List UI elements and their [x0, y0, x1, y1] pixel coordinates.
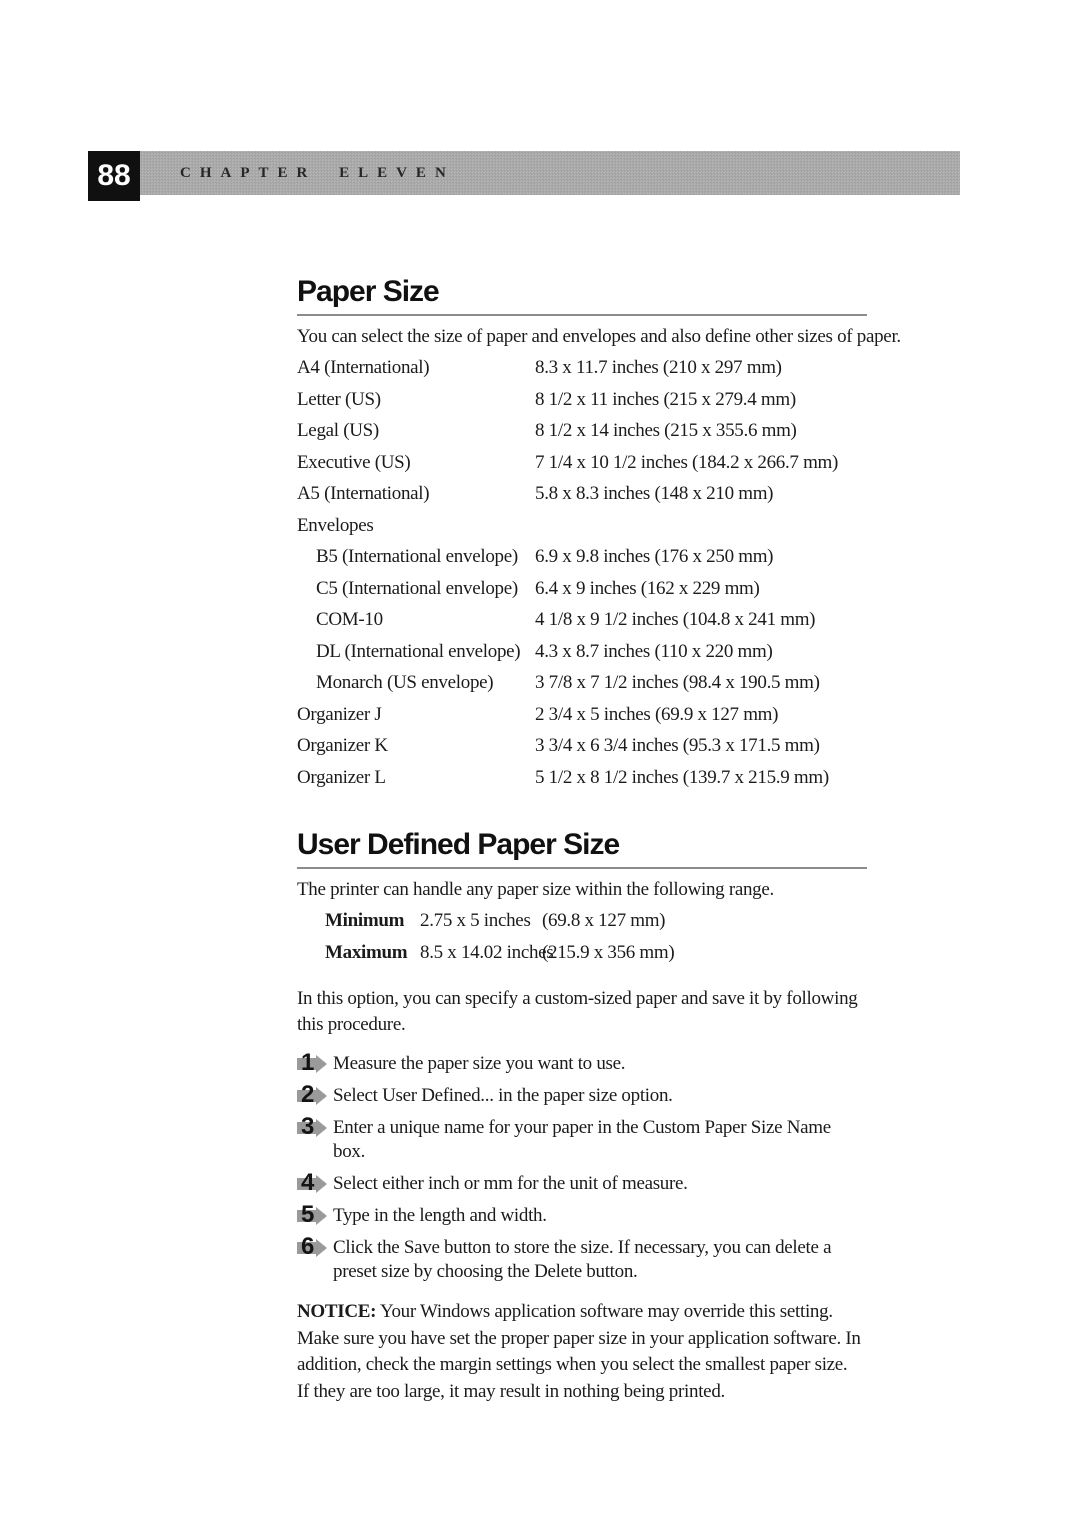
table-row-envelopes-group: [297, 515, 867, 547]
row-label: A5 (International): [297, 483, 430, 504]
row-label: Executive (US): [297, 451, 411, 473]
table-row: [297, 578, 867, 610]
step-text: Select User Defined... in the paper size option.: [333, 1085, 673, 1106]
table-row: [297, 452, 867, 484]
heading-rule: [297, 314, 867, 316]
limit-row-minimum: [297, 910, 867, 942]
table-row: [297, 357, 867, 389]
arrow-tip-icon: [316, 1055, 327, 1073]
notice-label: NOTICE:: [297, 1301, 377, 1322]
step-number-arrow-icon: [297, 1049, 333, 1076]
limit-label: Minimum: [325, 910, 405, 931]
step-number-arrow-icon: [297, 1233, 333, 1260]
section-title-user-defined: User Defined Paper Size: [297, 828, 620, 861]
table-row: [297, 641, 867, 673]
step-item: [297, 1113, 867, 1164]
step-item: [297, 1081, 867, 1108]
step-number-arrow-icon: [297, 1201, 333, 1228]
user-defined-intro: The printer can handle any paper size within the following range.: [297, 879, 774, 900]
page-content: [297, 272, 901, 1405]
step-number: 3: [301, 1113, 315, 1140]
row-label: Monarch (US envelope): [316, 672, 494, 693]
row-size: 5 1/2 x 8 1/2 inches (139.7 x 215.9 mm): [535, 766, 829, 788]
step-text: Measure the paper size you want to use.: [333, 1053, 626, 1074]
step-text: Select either inch or mm for the unit of measure.: [333, 1173, 688, 1194]
table-row: [297, 546, 867, 578]
row-size: 6.9 x 9.8 inches (176 x 250 mm): [535, 546, 774, 567]
step-item: [297, 1169, 867, 1196]
table-row: [297, 420, 867, 452]
row-label: DL (International envelope): [316, 640, 521, 662]
row-label: B5 (International envelope): [316, 546, 518, 567]
step-text: Enter a unique name for your paper in the Custom Paper Size Name box.: [333, 1117, 831, 1162]
row-size: 8 1/2 x 14 inches (215 x 355.6 mm): [535, 420, 797, 441]
table-row: [297, 389, 867, 421]
row-label: Legal (US): [297, 420, 379, 441]
notice-paragraph: [297, 1299, 863, 1405]
step-number-arrow-icon: [297, 1081, 333, 1108]
procedure-intro: In this option, you can specify a custom-sized paper and save it by following this procedure.: [297, 988, 858, 1035]
heading-rule: [297, 867, 867, 869]
step-item: [297, 1201, 867, 1228]
limit-mm: (69.8 x 127 mm): [542, 910, 666, 931]
row-label: A4 (International): [297, 357, 430, 378]
step-item: [297, 1049, 867, 1076]
row-size: 8 1/2 x 11 inches (215 x 279.4 mm): [535, 388, 796, 410]
step-number: 5: [301, 1201, 315, 1228]
table-row: [297, 735, 867, 767]
arrow-tip-icon: [316, 1207, 327, 1225]
page-header: [88, 151, 960, 201]
step-number: 4: [301, 1169, 315, 1196]
row-size: 8.3 x 11.7 inches (210 x 297 mm): [535, 357, 782, 378]
notice-text: Your Windows application software may override this setting. Make sure you have set the proper paper size in your application software. In addition, check the margin settings when you select the smallest paper size. If they are too large, it may result in nothing being printed.: [297, 1301, 861, 1402]
arrow-tip-icon: [316, 1087, 327, 1105]
limit-mm: (215.9 x 356 mm): [542, 942, 675, 963]
row-label: Organizer L: [297, 766, 386, 788]
limit-row-maximum: [297, 942, 867, 974]
step-item: [297, 1233, 867, 1284]
limit-label: Maximum: [325, 942, 408, 963]
paper-size-intro: You can select the size of paper and envelopes and also define other sizes of paper.: [297, 326, 901, 347]
arrow-tip-icon: [316, 1119, 327, 1137]
page-number: 88: [97, 159, 131, 192]
row-label: Envelopes: [297, 514, 374, 536]
row-size: 3 7/8 x 7 1/2 inches (98.4 x 190.5 mm): [535, 672, 820, 693]
row-size: 2 3/4 x 5 inches (69.9 x 127 mm): [535, 703, 779, 725]
row-size: 4 1/8 x 9 1/2 inches (104.8 x 241 mm): [535, 609, 816, 630]
table-row: [297, 767, 867, 799]
table-row: [297, 483, 867, 515]
row-label: COM-10: [316, 609, 383, 630]
step-text: Type in the length and width.: [333, 1205, 547, 1226]
page-number-box: [88, 151, 140, 201]
table-row: [297, 672, 867, 704]
table-row: [297, 609, 867, 641]
step-number-arrow-icon: [297, 1169, 333, 1196]
arrow-tip-icon: [316, 1175, 327, 1193]
limit-inches: 2.75 x 5 inches: [420, 910, 531, 931]
chapter-title: CHAPTER ELEVEN: [180, 164, 455, 181]
table-row: [297, 704, 867, 736]
step-number: 2: [301, 1081, 315, 1108]
row-size: 3 3/4 x 6 3/4 inches (95.3 x 171.5 mm): [535, 735, 820, 756]
row-label: Organizer K: [297, 735, 388, 756]
arrow-tip-icon: [316, 1239, 327, 1257]
row-label: C5 (International envelope): [316, 577, 518, 599]
row-size: 5.8 x 8.3 inches (148 x 210 mm): [535, 483, 774, 504]
section-title-paper-size: Paper Size: [297, 275, 439, 308]
row-label: Organizer J: [297, 703, 382, 725]
step-text: Click the Save button to store the size. If necessary, you can delete a preset size by choosing the Delete button.: [333, 1237, 832, 1282]
row-size: 4.3 x 8.7 inches (110 x 220 mm): [535, 640, 773, 662]
row-size: 6.4 x 9 inches (162 x 229 mm): [535, 577, 760, 599]
row-size: 7 1/4 x 10 1/2 inches (184.2 x 266.7 mm): [535, 451, 839, 473]
step-number: 1: [301, 1049, 315, 1076]
limits-table: [297, 910, 867, 974]
row-label: Letter (US): [297, 388, 381, 410]
step-number: 6: [301, 1233, 315, 1260]
chapter-bar: [140, 151, 960, 195]
step-number-arrow-icon: [297, 1113, 333, 1140]
limit-inches: 8.5 x 14.02 inches: [420, 942, 554, 963]
procedure-steps: [297, 1049, 867, 1284]
paper-size-table: [297, 357, 867, 798]
